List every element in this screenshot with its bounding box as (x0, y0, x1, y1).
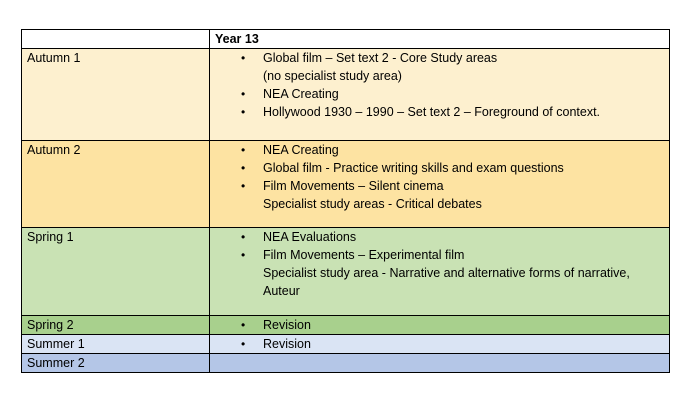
list-item (241, 335, 664, 353)
topics-cell (210, 335, 670, 354)
term-cell: Autumn 1 (22, 49, 210, 141)
topic-text: Global film – Set text 2 - Core Study areas (263, 51, 498, 65)
table-header-row (22, 30, 670, 49)
bullet-icon: • (241, 248, 246, 262)
topic-text: Hollywood 1930 – 1990 – Set text 2 – Foreground of context. (263, 105, 601, 119)
list-item (241, 85, 664, 103)
topics-cell (210, 141, 670, 228)
table-row (22, 49, 670, 141)
bullet-icon: • (241, 105, 246, 119)
topic-continuation: Specialist study areas - Critical debates (263, 197, 482, 211)
term-cell: Autumn 2 (22, 141, 210, 228)
topic-list (215, 316, 664, 334)
topic-continuation: Specialist study area - Narrative and alternative forms of narrative, Auteur (263, 266, 630, 298)
list-item (241, 141, 664, 159)
topic-text: Global film - Practice writing skills and exam questions (263, 161, 564, 175)
bullet-icon: • (241, 87, 246, 101)
curriculum-table (21, 29, 670, 373)
header-year-cell: Year 13 (210, 30, 670, 49)
bullet-icon: • (241, 143, 246, 157)
topics-cell (210, 228, 670, 316)
list-item (241, 246, 664, 300)
topic-continuation: (no specialist study area) (263, 69, 402, 83)
term-cell: Summer 1 (22, 335, 210, 354)
topics-cell (210, 354, 670, 373)
topic-text: NEA Creating (263, 87, 339, 101)
list-item (241, 316, 664, 334)
topic-list (215, 228, 664, 300)
bullet-icon: • (241, 161, 246, 175)
list-item (241, 103, 664, 121)
topic-text: Revision (263, 318, 311, 332)
topic-list (215, 335, 664, 353)
topic-text: Film Movements – Silent cinema (263, 179, 444, 193)
table-row (22, 141, 670, 228)
topic-text: Revision (263, 337, 311, 351)
topic-text: NEA Creating (263, 143, 339, 157)
topics-cell (210, 49, 670, 141)
bullet-icon: • (241, 337, 246, 351)
bullet-icon: • (241, 51, 246, 65)
term-cell: Spring 2 (22, 316, 210, 335)
topic-text: NEA Evaluations (263, 230, 357, 244)
table-row (22, 335, 670, 354)
header-term-cell (22, 30, 210, 49)
list-item (241, 159, 664, 177)
term-cell: Spring 1 (22, 228, 210, 316)
topic-text: Film Movements – Experimental film (263, 248, 465, 262)
bullet-icon: • (241, 230, 246, 244)
table-row (22, 228, 670, 316)
topics-cell (210, 316, 670, 335)
bullet-icon: • (241, 179, 246, 193)
topic-list (215, 141, 664, 213)
list-item (241, 49, 664, 85)
topic-list (215, 49, 664, 121)
list-item (241, 228, 664, 246)
bullet-icon: • (241, 318, 246, 332)
term-cell: Summer 2 (22, 354, 210, 373)
list-item (241, 177, 664, 213)
table-row (22, 354, 670, 373)
table-row (22, 316, 670, 335)
